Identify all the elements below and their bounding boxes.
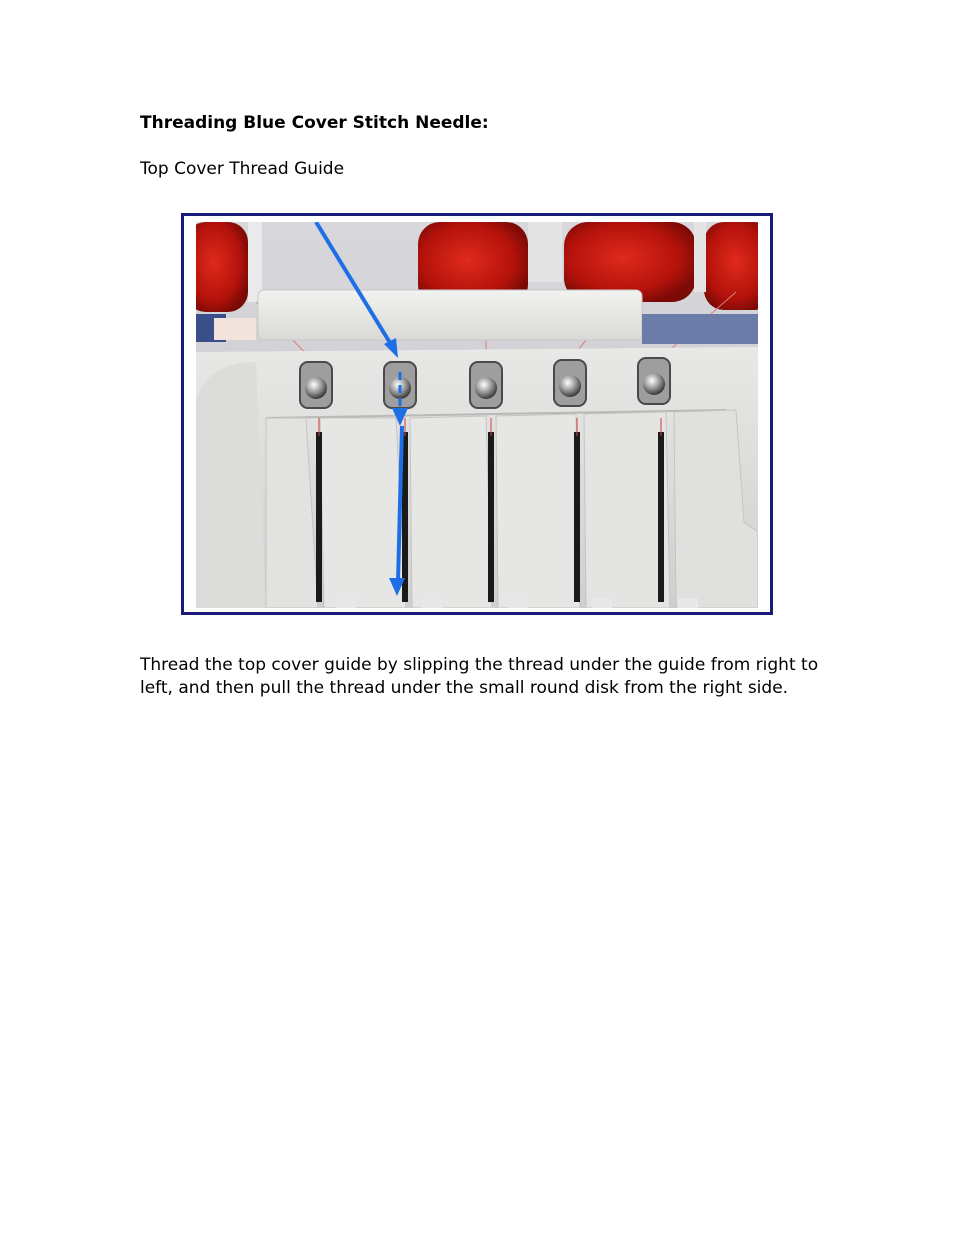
- instruction-paragraph: Thread the top cover guide by slipping the thread under the guide from right to left, and then pull the thread under the small round disk from the right side.: [140, 655, 819, 698]
- page-heading: Threading Blue Cover Stitch Needle:: [140, 113, 489, 133]
- looper-covers: [266, 410, 758, 608]
- photo-frame: [181, 213, 773, 615]
- top-cover-plate: [258, 290, 642, 340]
- section-subheading: Top Cover Thread Guide: [140, 159, 345, 179]
- serger-thread-guides-photo: [196, 222, 758, 608]
